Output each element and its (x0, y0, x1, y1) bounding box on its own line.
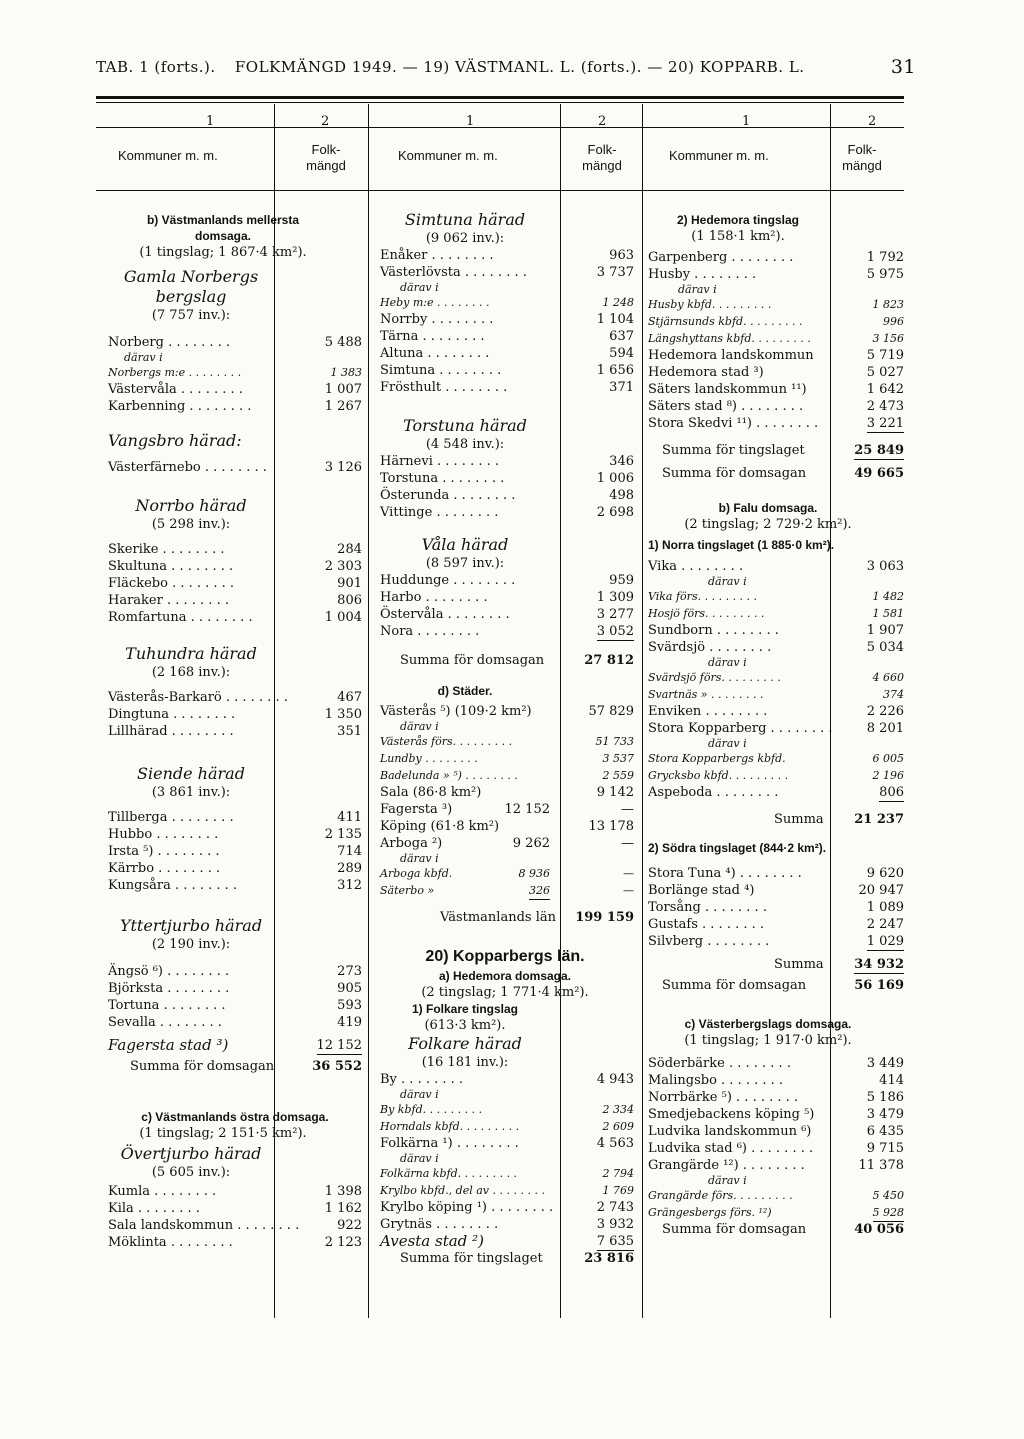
table-row: Husby . . . 5 975 (648, 266, 904, 283)
table-row: Karbenning . . . 1 267 (108, 398, 362, 415)
col-num-2c: 2 (868, 114, 877, 129)
table-row: Hedemora landskommun 5 719 (648, 348, 904, 363)
harad-heading: Vangsbro härad: (108, 431, 242, 450)
table-row: Huddunge . . . 959 (380, 572, 634, 589)
table-row: Stora Kopparberg . . . 8 201 (648, 720, 904, 737)
harad-heading: Torstuna härad (403, 416, 527, 435)
section-heading: d) Städer. (437, 684, 493, 698)
tingslag-heading: 2) Södra tingslaget (844·2 km²). (648, 841, 827, 855)
total-row: Summa för domsagan 49 665 (662, 466, 904, 481)
table-row: Skultuna . . . 2 303 (108, 558, 362, 575)
table-row: Hosjö förs. . . . 1 581 (648, 605, 904, 622)
table-row: Säterbo » 326 — (380, 882, 634, 899)
harad-heading: Våla härad (421, 535, 509, 554)
table-row: Säters stad ⁸) . . . 2 473 (648, 398, 904, 415)
table-row: Möklinta . . . 2 123 (108, 1234, 362, 1251)
section-sub: (2 tingslag; 1 771·4 km²). (421, 985, 589, 1000)
table-row: därav i (400, 852, 439, 865)
table-row: Malingsbo . . . 414 (648, 1072, 904, 1089)
table-row: Stora Skedvi ¹¹) . . . 3 221 (648, 415, 904, 432)
table-row: därav i (400, 1088, 439, 1101)
col-folk-c2: mängd (842, 158, 882, 173)
section-heading: b) Falu domsaga. (718, 501, 818, 515)
tingslag-heading: 1) Norra tingslaget (1 885·0 km²). (648, 538, 835, 552)
table-row: Fläckebo . . . 901 (108, 575, 362, 592)
column-headers (96, 104, 904, 190)
table-row: Svärdsjö förs. . . . 4 660 (648, 669, 904, 686)
table-row: Arboga ²) 9 262 — (380, 836, 634, 851)
table-row: Haraker . . . 806 (108, 592, 362, 609)
section-heading: a) Hedemora domsaga. (438, 969, 572, 983)
table-row: därav i (708, 1174, 747, 1187)
table-row: Tärna . . . 637 (380, 328, 634, 345)
section-sub: (2 tingslag; 2 729·2 km²). (684, 517, 852, 532)
column-3 (648, 212, 904, 1238)
table-row: Horndals kbfd. . . . 2 609 (380, 1118, 634, 1135)
table-row: Stora Kopparbergs kbfd. 6 005 (648, 752, 904, 765)
section-heading: domsaga. (194, 229, 251, 243)
page-number: 31 (890, 56, 916, 78)
table-row: därav i (678, 283, 717, 296)
section-sub: (1 158·1 km²). (691, 229, 785, 244)
section-sub: (1 tingslag; 1 917·0 km²). (684, 1033, 852, 1048)
total-row: Summa för domsagan 40 056 (662, 1222, 904, 1237)
harad-inv: (8 597 inv.): (425, 556, 505, 571)
table-row: Östervåla . . . 3 277 (380, 606, 634, 623)
col-num-1a: 1 (206, 114, 215, 129)
harad-inv: (5 605 inv.): (151, 1165, 231, 1180)
total-row: Summa 21 237 (774, 812, 904, 827)
harad-inv: (16 181 inv.): (421, 1055, 509, 1070)
tingslag-heading: 2) Hedemora tingslag (676, 213, 800, 227)
table-row: Torsång . . . 1 089 (648, 899, 904, 916)
harad-heading: bergslag (155, 287, 227, 306)
total-row: Västmanlands län 199 159 (440, 910, 634, 925)
table-row: Stjärnsunds kbfd. . . . 996 (648, 313, 904, 330)
table-row: Grängesbergs förs. ¹²) 5 928 (648, 1204, 904, 1221)
harad-heading: Tuhundra härad (125, 644, 257, 663)
table-row: Ludvika landskommun ⁶) 6 435 (648, 1124, 904, 1139)
table-row: Sala (86·8 km²) 9 142 (380, 785, 634, 800)
total-row: Summa 34 932 (774, 957, 904, 972)
table-row: Nora . . . 3 052 (380, 623, 634, 640)
harad-heading: Yttertjurbo härad (119, 916, 263, 935)
table-row: Altuna . . . 594 (380, 345, 634, 362)
harad-inv: (7 757 inv.): (151, 308, 231, 323)
table-row: Husby kbfd. . . . 1 823 (648, 296, 904, 313)
table-row: Fagersta ³) 12 152 — (380, 802, 634, 817)
col-sep-2 (368, 104, 369, 1318)
table-row: Lillhärad . . . 351 (108, 723, 362, 740)
table-row: Borlänge stad ⁴) 20 947 (648, 883, 904, 898)
table-row: Västerås ⁵) (109·2 km²) 57 829 (380, 704, 634, 719)
table-row: därav i (124, 351, 163, 364)
table-row: Simtuna . . . 1 656 (380, 362, 634, 379)
section-heading: c) Västmanlands östra domsaga. (141, 1110, 329, 1124)
table-row: Kila . . . 1 162 (108, 1200, 362, 1217)
table-row: Tillberga . . . 411 (108, 809, 362, 826)
table-row: Grytnäs . . . 3 932 (380, 1216, 634, 1233)
harad-inv: (5 298 inv.): (151, 517, 231, 532)
section-sub: (613·3 km²). (424, 1018, 506, 1033)
table-row: Kumla . . . 1 398 (108, 1183, 362, 1200)
table-row: Smedjebackens köping ⁵) 3 479 (648, 1107, 904, 1122)
table-row: Västerlövsta . . . 3 737 (380, 264, 634, 281)
table-row: Avesta stad ²) 7 635 (380, 1232, 634, 1250)
harad-heading: Norrbo härad (135, 496, 247, 515)
harad-inv: (2 190 inv.): (151, 937, 231, 952)
col-folk-b1: Folk- (587, 142, 617, 157)
harad-inv: (9 062 inv.): (425, 231, 505, 246)
harad-heading: Simtuna härad (404, 210, 526, 229)
table-row: Harbo . . . 1 309 (380, 589, 634, 606)
total-row: Summa för tingslaget 25 849 (662, 443, 904, 458)
table-row: By kbfd. . . . 2 334 (380, 1101, 634, 1118)
table-row: Grangärde ¹²) . . . 11 378 (648, 1157, 904, 1174)
total-row: Summa för domsagan 27 812 (400, 653, 634, 668)
table-row: Stora Tuna ⁴) . . . 9 620 (648, 865, 904, 882)
table-row: Västerås förs. . . . 51 733 (380, 733, 634, 750)
table-row: Norrby . . . 1 104 (380, 311, 634, 328)
lan-heading: 20) Kopparbergs län. (425, 948, 585, 965)
table-row: därav i (708, 737, 747, 750)
col-folk-c1: Folk- (847, 142, 877, 157)
table-row: därav i (708, 575, 747, 588)
table-row: Västerås-Barkarö . . . 467 (108, 689, 362, 706)
table-row: Frösthult . . . 371 (380, 379, 634, 396)
table-row: Tortuna . . . 593 (108, 997, 362, 1014)
table-row: Gustafs . . . 2 247 (648, 916, 904, 933)
table-row: Kärrbo . . . 289 (108, 860, 362, 877)
table-row: Björksta . . . 905 (108, 980, 362, 997)
section-sub: (1 tingslag; 2 151·5 km²). (139, 1126, 307, 1141)
table-row: Säters landskommun ¹¹) 1 642 (648, 382, 904, 397)
table-row: Västervåla . . . 1 007 (108, 381, 362, 398)
col-folk-a2: mängd (306, 158, 346, 173)
table-row: därav i (708, 656, 747, 669)
table-row: Irsta ⁵) . . . 714 (108, 843, 362, 860)
table-row: Skerike . . . 284 (108, 541, 362, 558)
table-row: därav i (400, 281, 439, 294)
table-row: Krylbo köping ¹) . . . 2 743 (380, 1199, 634, 1216)
col-num-1b: 1 (466, 114, 475, 129)
table-row: Svartnäs » . . . 374 (648, 686, 904, 703)
col-kommuner-b: Kommuner m. m. (398, 148, 498, 163)
table-row: Längshyttans kbfd. . . . 3 156 (648, 330, 904, 347)
col-num-1c: 1 (742, 114, 751, 129)
section-sub: (1 tingslag; 1 867·4 km²). (139, 245, 307, 260)
total-row: Summa för domsagan 36 552 (130, 1059, 362, 1074)
col-kommuner-c: Kommuner m. m. (669, 148, 769, 163)
table-row: Sevalla . . . 419 (108, 1014, 362, 1031)
table-row: Garpenberg . . . 1 792 (648, 249, 904, 266)
table-row: Härnevi . . . 346 (380, 453, 634, 470)
table-row: Västerfärnebo . . . 3 126 (108, 459, 362, 476)
tingslag-heading: 1) Folkare tingslag (411, 1002, 519, 1016)
table-row: Norberg . . . 5 488 (108, 334, 362, 351)
table-row: Krylbo kbfd., del av . . . 1 769 (380, 1182, 634, 1199)
table-row: Fagersta stad ³) 12 152 (108, 1036, 362, 1054)
table-row: Hedemora stad ³) 5 027 (648, 365, 904, 380)
total-row: Summa för domsagan 56 169 (662, 978, 904, 993)
table-ref: TAB. 1 (forts.). (96, 58, 216, 76)
top-rule (96, 96, 904, 99)
table-row: Ludvika stad ⁶) . . . 9 715 (648, 1140, 904, 1157)
table-row: Grycksbo kbfd. . . . 2 196 (648, 767, 904, 784)
top-rule-thin (96, 102, 904, 103)
table-row: Romfartuna . . . 1 004 (108, 609, 362, 626)
table-row: Grangärde förs. . . . 5 450 (648, 1187, 904, 1204)
table-row: Torstuna . . . 1 006 (380, 470, 634, 487)
table-row: Enåker . . . 963 (380, 247, 634, 264)
harad-heading: Övertjurbo härad (120, 1144, 262, 1163)
table-row: Norrbärke ⁵) . . . 5 186 (648, 1089, 904, 1106)
table-row: Hubbo . . . 2 135 (108, 826, 362, 843)
column-2 (380, 210, 634, 1267)
table-row: Sundborn . . . 1 907 (648, 622, 904, 639)
section-heading: b) Västmanlands mellersta (146, 213, 300, 227)
harad-heading: Folkare härad (408, 1034, 522, 1053)
table-row: Söderbärke . . . 3 449 (648, 1055, 904, 1072)
table-row: Vika . . . 3 063 (648, 558, 904, 575)
harad-heading: Siende härad (137, 764, 245, 783)
harad-inv: (3 861 inv.): (151, 785, 231, 800)
table-row: Kungsåra . . . 312 (108, 877, 362, 894)
table-row: Enviken . . . 2 226 (648, 703, 904, 720)
table-row: Ängsö ⁶) . . . 273 (108, 963, 362, 980)
table-row: Sala landskommun . . . 922 (108, 1217, 362, 1234)
table-row: Österunda . . . 498 (380, 487, 634, 504)
table-row: Aspeboda . . . 806 (648, 784, 904, 801)
table-row: Svärdsjö . . . 5 034 (648, 639, 904, 656)
col-num-2a: 2 (321, 114, 330, 129)
page-header (96, 58, 916, 76)
table-row: därav i (400, 720, 439, 733)
table-row: Köping (61·8 km²) 13 178 (380, 819, 634, 834)
col-kommuner-a: Kommuner m. m. (118, 148, 218, 163)
col-sep-4 (642, 104, 643, 1318)
header-rule (96, 127, 904, 128)
table-row: Folkärna ¹) . . . 4 563 (380, 1135, 634, 1152)
table-row: Vika förs. . . . 1 482 (648, 588, 904, 605)
page-title: FOLKMÄNGD 1949. — 19) VÄSTMANL. L. (forts.). — 20) KOPPARB. L. (234, 58, 805, 76)
col-folk-b2: mängd (582, 158, 622, 173)
header-bottom-rule (96, 190, 904, 191)
table-row: Dingtuna . . . 1 350 (108, 706, 362, 723)
table-row: By . . . 4 943 (380, 1071, 634, 1088)
harad-inv: (2 168 inv.): (151, 665, 231, 680)
table-row: Arboga kbfd. 8 936 — (380, 867, 634, 880)
col-num-2b: 2 (598, 114, 607, 129)
table-row: Norbergs m:e . . . 1 383 (108, 364, 362, 381)
table-row: därav i (400, 1152, 439, 1165)
column-1 (108, 212, 362, 1251)
col-folk-a1: Folk- (311, 142, 341, 157)
harad-inv: (4 548 inv.): (425, 437, 505, 452)
table-row: Folkärna kbfd. . . . 2 794 (380, 1165, 634, 1182)
table-row: Badelunda » ⁵) . . . 2 559 (380, 767, 634, 784)
total-row: Summa för tingslaget 23 816 (400, 1251, 634, 1266)
section-heading: c) Västerbergslags domsaga. (684, 1017, 852, 1031)
harad-heading: Gamla Norbergs (123, 267, 259, 286)
table-row: Vittinge . . . 2 698 (380, 504, 634, 521)
table-row: Heby m:e . . . 1 248 (380, 294, 634, 311)
table-row: Lundby . . . 3 537 (380, 750, 634, 767)
table-row: Silvberg . . . 1 029 (648, 933, 904, 950)
